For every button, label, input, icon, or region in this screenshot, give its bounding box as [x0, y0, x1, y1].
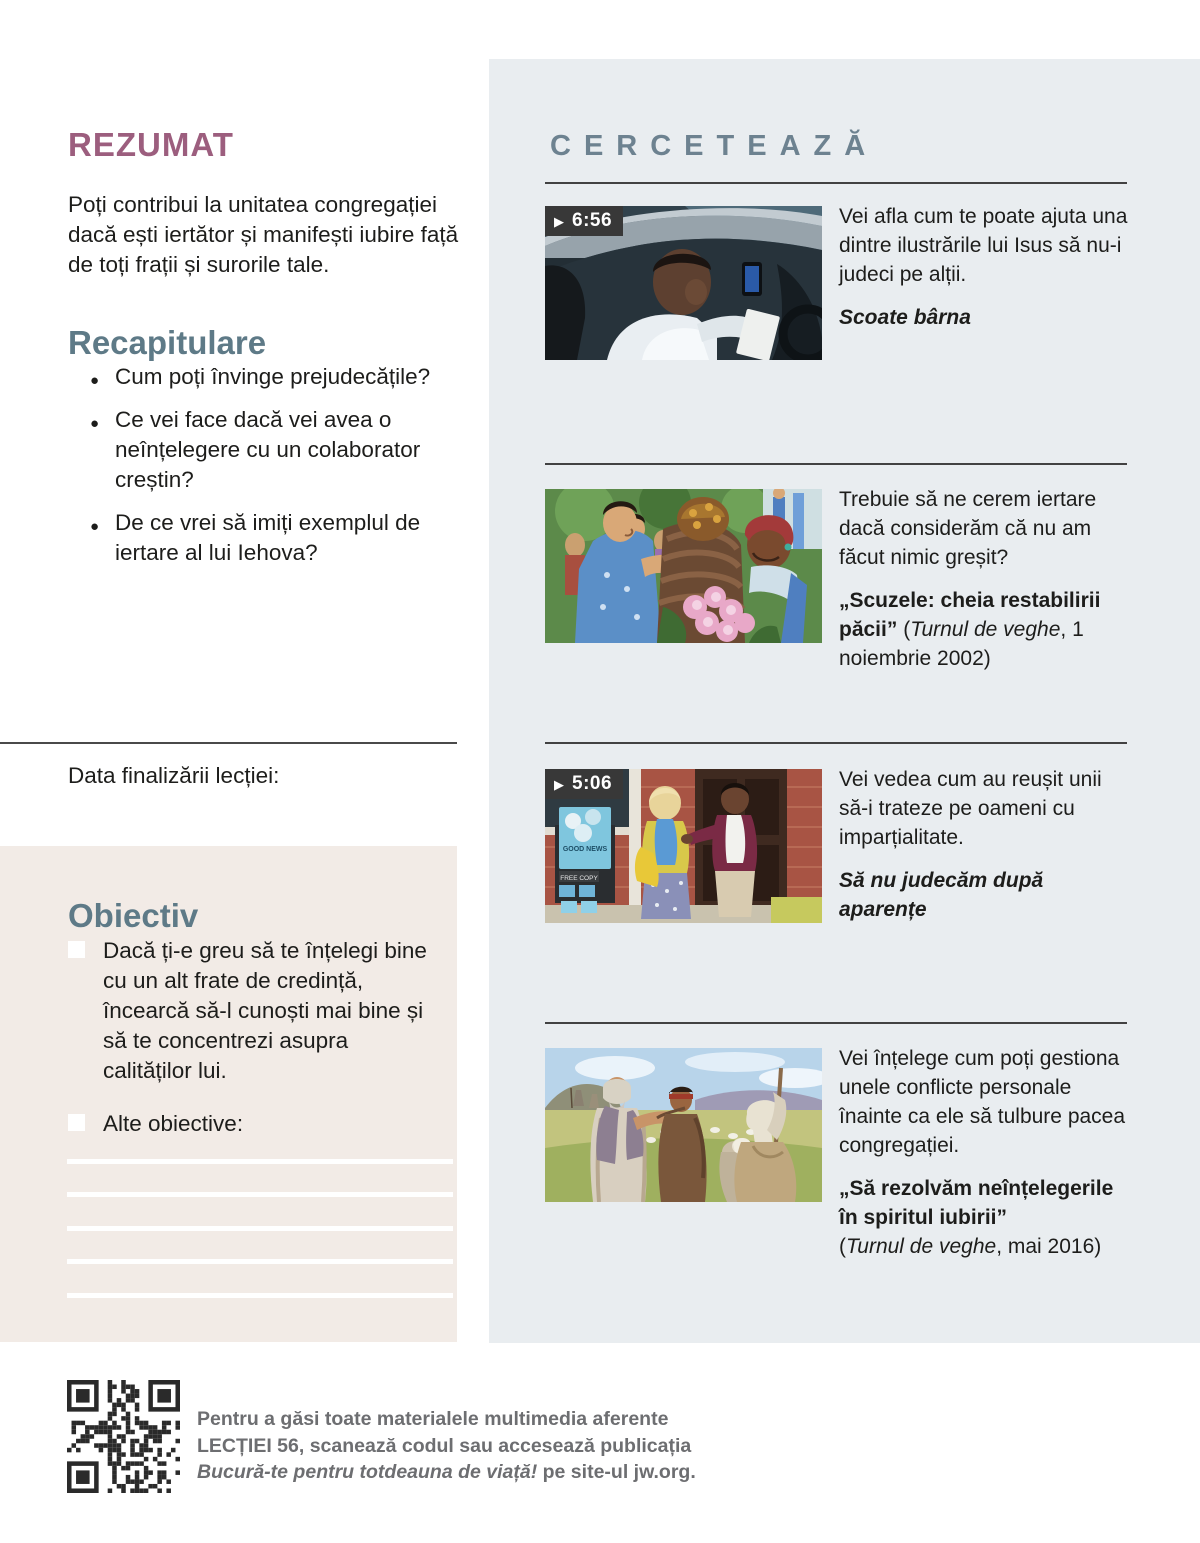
- item-description: Trebuie să ne cerem iertare dacă considerăm că nu am făcut nimic greșit?: [839, 488, 1097, 569]
- article-image-neintelegerile: [545, 1048, 822, 1202]
- shepherds-scene-image: [545, 1048, 822, 1202]
- goal-item-text: Alte obiective:: [103, 1111, 244, 1136]
- item-reference: (Turnul de veghe, mai 2016): [839, 1235, 1102, 1258]
- goal-item: [68, 1109, 438, 1139]
- research-title: CERCETEAZĂ: [550, 130, 879, 163]
- item-divider: [545, 182, 1127, 184]
- research-item: [545, 769, 1131, 924]
- item-divider: [545, 742, 1127, 744]
- item-divider: [545, 1022, 1127, 1024]
- video-duration-badge: [545, 206, 623, 236]
- divider: [0, 742, 457, 744]
- review-question-list: [68, 362, 466, 568]
- summary-title: REZUMAT: [68, 126, 234, 164]
- play-icon: ▶: [554, 776, 564, 792]
- review-question: ● De ce vrei să imiți exemplul de iertare al lui Iehova?: [68, 508, 466, 568]
- review-question: ● Cum poți învinge prejudecățile?: [68, 362, 466, 392]
- publication-title: Bucură-te pentru totdeauna de viață!: [197, 1461, 538, 1483]
- item-description: Vei afla cum te poate ajuta una dintre ilustrările lui Isus să nu-i judeci pe alții.: [839, 205, 1128, 286]
- goal-panel: [0, 846, 457, 1342]
- review-question: ● Ce vei face dacă vei avea o neînțelegere cu un colaborator creștin?: [68, 405, 466, 495]
- qr-code: [67, 1380, 180, 1493]
- item-text: [839, 485, 1131, 673]
- item-title: Scoate bârna: [839, 306, 971, 329]
- video-thumbnail-scoate-barna[interactable]: [545, 206, 822, 360]
- item-divider: [545, 463, 1127, 465]
- item-title: „Scuzele: cheia restabilirii păcii” (Turnul de veghe, 1 noiembrie 2002): [839, 589, 1101, 670]
- video-thumbnail-sa-nu-judecam[interactable]: [545, 769, 822, 923]
- write-line[interactable]: [67, 1259, 453, 1264]
- greeting-painting-image: [545, 489, 822, 643]
- svg-text:GOOD NEWS: GOOD NEWS: [562, 846, 608, 853]
- completion-date-label: Data finalizării lecției:: [68, 763, 280, 788]
- item-title: Să nu judecăm după aparențe: [839, 869, 1044, 921]
- research-item: [545, 1048, 1131, 1261]
- write-line[interactable]: [67, 1192, 453, 1197]
- research-item: [545, 206, 1131, 360]
- research-item: [545, 489, 1131, 673]
- play-icon: ▶: [554, 213, 564, 229]
- item-description: Vei vedea cum au reușit unii să-i trateze pe oameni cu imparțialitate.: [839, 768, 1102, 849]
- item-title: „Să rezolvăm neînțelegerile în spiritul iubirii” (Turnul de veghe, mai 2016): [839, 1174, 1131, 1261]
- review-title: Recapitulare: [68, 324, 267, 362]
- summary-body: Poți contribui la unitatea congregației dacă ești iertător și manifești iubire față de toți frații și surorile tale.: [68, 191, 459, 277]
- goal-checkbox[interactable]: [68, 1114, 85, 1131]
- video-duration: 5:06: [572, 773, 613, 794]
- footer-note: [197, 1406, 757, 1486]
- footer-line-3: Bucură-te pentru totdeauna de viață! pe site-ul jw.org.: [197, 1461, 696, 1483]
- research-panel: [489, 59, 1200, 1343]
- video-duration: 6:56: [572, 210, 613, 231]
- footer-line-1: Pentru a găsi toate materialele multimedia aferente: [197, 1408, 669, 1430]
- goal-item-text: Dacă ți-e greu să te înțelegi bine cu un alt frate de credință, încearcă să-l cunoști mai bine și să te concentrezi asupra calităților lui.: [103, 938, 427, 1083]
- item-reference: (Turnul de veghe, 1 noiembrie 2002): [839, 618, 1084, 670]
- item-text: [839, 1044, 1131, 1261]
- write-line[interactable]: [67, 1226, 453, 1231]
- video-duration-badge: [545, 769, 623, 799]
- article-image-scuzele: [545, 489, 822, 643]
- svg-text:FREE COPY: FREE COPY: [560, 875, 598, 882]
- goal-item: [68, 936, 438, 1086]
- footer-line-2: LECȚIEI 56, scanează codul sau accesează publicația: [197, 1434, 692, 1457]
- write-line[interactable]: [67, 1293, 453, 1298]
- goal-checkbox[interactable]: [68, 941, 85, 958]
- item-text: [839, 765, 1131, 924]
- goal-title: Obiectiv: [68, 897, 199, 935]
- item-text: [839, 202, 1131, 360]
- item-description: Vei înțelege cum poți gestiona unele conflicte personale înainte ca ele să tulbure pacea congregației.: [839, 1047, 1126, 1157]
- write-line[interactable]: [67, 1159, 453, 1164]
